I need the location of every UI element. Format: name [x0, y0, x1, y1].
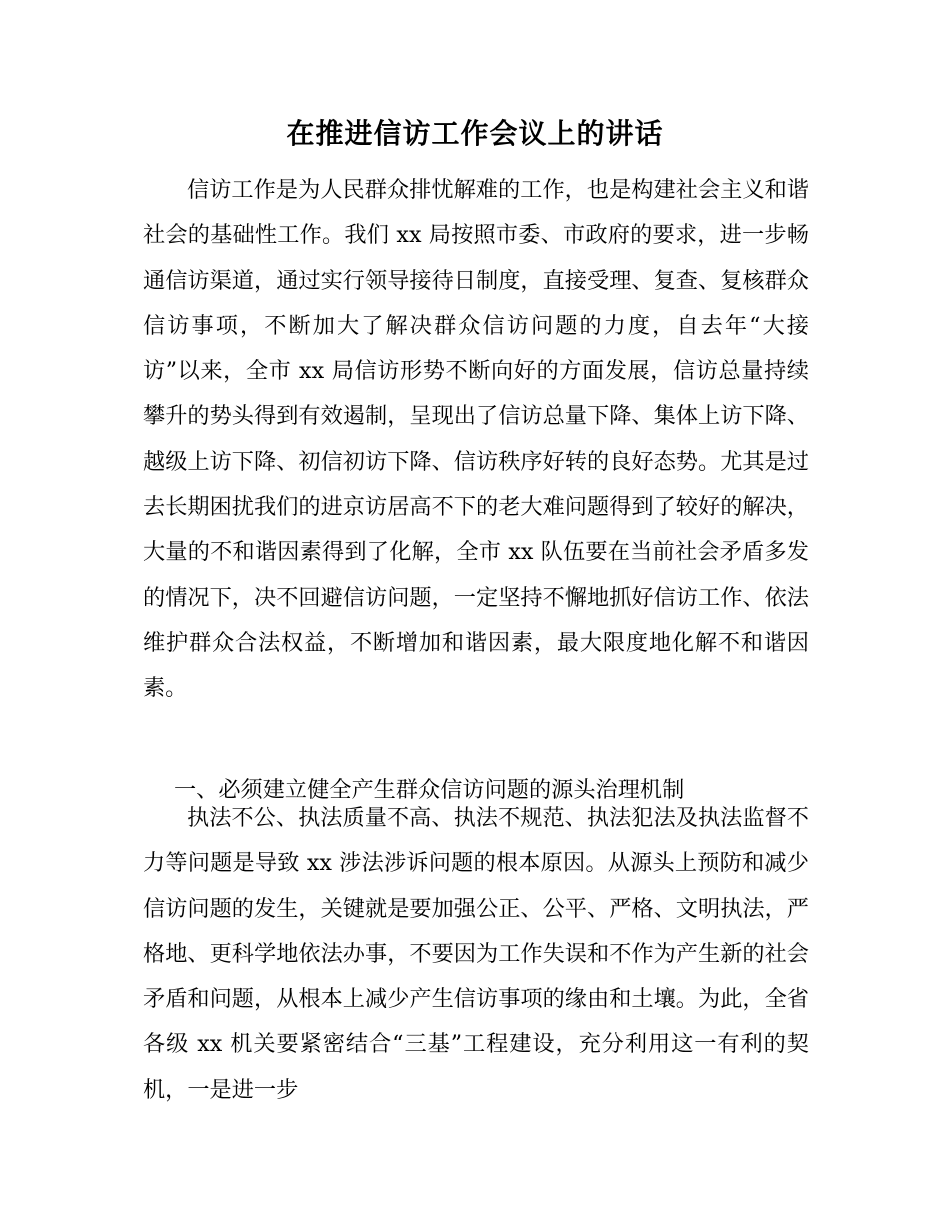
section-paragraph: 执法不公、执法质量不高、执法不规范、执法犯法及执法监督不力等问题是导致 xx 涉法涉诉问题的根本原因。从源头上预防和减少信访问题的发生，关键就是要加强公正、公平、严格、文明执法，严格地、更科学地依法办事，不要因为工作失误和不作为产生新的社会矛盾和问题，从根本上减少产生信访事项的缘由和土壤。为此，全省各级 xx 机关要紧密结合“三基”工程建设，充分利用这一有利的契机，一是进一步	[143, 805, 809, 1103]
intro-paragraph: 信访工作是为人民群众排忧解难的工作，也是构建社会主义和谐社会的基础性工作。我们 xx 局按照市委、市政府的要求，进一步畅通信访渠道，通过实行领导接待日制度，直接受理、复查、复核群众信访事项，不断加大了解决群众信访问题的力度，自去年“大接访”以来，全市 xx 局信访形势不断向好的方面发展，信访总量持续攀升的势头得到有效遏制，呈现出了信访总量下降、集体上访下降、越级上访下降、初信初访下降、信访秩序好转的良好态势。尤其是过去长期困扰我们的进京访居高不下的老大难问题得到了较好的解决，大量的不和谐因素得到了化解，全市 xx 队伍要在当前社会矛盾多发的情况下，决不回避信访问题，一定坚持不懈地抓好信访工作、依法维护群众合法权益，不断增加和谐因素，最大限度地化解不和谐因素。	[143, 177, 809, 702]
document-title: 在推进信访工作会议上的讲话	[286, 117, 664, 150]
section-heading: 一、必须建立健全产生群众信访问题的源头治理机制	[174, 777, 685, 803]
